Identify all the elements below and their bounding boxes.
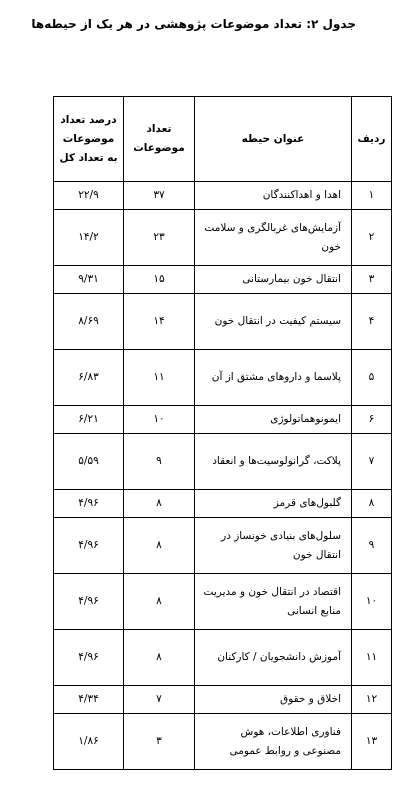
topic-percent-cell: ۴/۹۶ — [54, 574, 124, 630]
table-row — [54, 686, 392, 714]
table-row — [54, 490, 392, 518]
topic-percent-cell: ۶/۲۱ — [54, 406, 124, 434]
table-row — [54, 714, 392, 770]
topic-title-cell: اهدا و اهداکنندگان — [195, 182, 352, 210]
topic-title-cell: گلبول‌های قرمز — [195, 490, 352, 518]
row-number-cell: ۱۱ — [352, 630, 392, 686]
row-number-cell: ۶ — [352, 406, 392, 434]
row-number-cell: ۷ — [352, 434, 392, 490]
row-number-cell: ۲ — [352, 210, 392, 266]
topic-count-cell: ۸ — [124, 490, 195, 518]
topic-percent-cell: ۴/۹۶ — [54, 490, 124, 518]
topics-table — [53, 96, 392, 770]
table-row — [54, 350, 392, 406]
topic-count-cell: ۳ — [124, 714, 195, 770]
topic-percent-cell: ۴/۹۶ — [54, 630, 124, 686]
topic-count-cell: ۷ — [124, 686, 195, 714]
table-row — [54, 406, 392, 434]
topic-title-cell: پلاکت، گرانولوسیت‌ها و انعقاد — [195, 434, 352, 490]
table-row — [54, 210, 392, 266]
table-row — [54, 574, 392, 630]
topic-percent-cell: ۸/۶۹ — [54, 294, 124, 350]
header-title: عنوان حیطه — [195, 97, 352, 182]
topic-title-cell: سیستم کیفیت در انتقال خون — [195, 294, 352, 350]
topic-count-cell: ۸ — [124, 574, 195, 630]
topic-count-cell: ۱۱ — [124, 350, 195, 406]
row-number-cell: ۱۰ — [352, 574, 392, 630]
topic-title-cell: فناوری اطلاعات، هوش مصنوعی و روابط عمومی — [195, 714, 352, 770]
table-row — [54, 182, 392, 210]
topic-title-cell: ایمونوهماتولوژی — [195, 406, 352, 434]
topic-count-cell: ۳۷ — [124, 182, 195, 210]
header-row-number: ردیف — [352, 97, 392, 182]
topic-count-cell: ۱۰ — [124, 406, 195, 434]
row-number-cell: ۳ — [352, 266, 392, 294]
topic-title-cell: پلاسما و داروهای مشتق از آن — [195, 350, 352, 406]
topic-percent-cell: ۹/۳۱ — [54, 266, 124, 294]
row-number-cell: ۴ — [352, 294, 392, 350]
header-count: تعداد موضوعات — [124, 97, 195, 182]
row-number-cell: ۵ — [352, 350, 392, 406]
topic-title-cell: آموزش دانشجویان / کارکنان — [195, 630, 352, 686]
topic-title-cell: اخلاق و حقوق — [195, 686, 352, 714]
row-number-cell: ۱۲ — [352, 686, 392, 714]
topic-count-cell: ۱۴ — [124, 294, 195, 350]
topic-percent-cell: ۴/۳۴ — [54, 686, 124, 714]
row-number-cell: ۸ — [352, 490, 392, 518]
table-row — [54, 518, 392, 574]
topic-title-cell: اقتصاد در انتقال خون و مدیریت منابع انسانی — [195, 574, 352, 630]
topic-count-cell: ۸ — [124, 518, 195, 574]
topic-title-cell: سلول‌های بنیادی خونساز در انتقال خون — [195, 518, 352, 574]
topic-percent-cell: ۵/۵۹ — [54, 434, 124, 490]
header-percent: درصد تعداد موضوعات به تعداد کل — [54, 97, 124, 182]
row-number-cell: ۱۳ — [352, 714, 392, 770]
table-body — [54, 182, 392, 770]
table-caption: جدول ۲: تعداد موضوعات پژوهشی در هر یک از حیطه‌ها — [31, 17, 356, 31]
topic-count-cell: ۱۵ — [124, 266, 195, 294]
topic-percent-cell: ۱۴/۲ — [54, 210, 124, 266]
table-header-row — [54, 97, 392, 182]
topic-percent-cell: ۱/۸۶ — [54, 714, 124, 770]
topic-percent-cell: ۴/۹۶ — [54, 518, 124, 574]
topic-count-cell: ۲۳ — [124, 210, 195, 266]
topic-percent-cell: ۶/۸۳ — [54, 350, 124, 406]
table-row — [54, 630, 392, 686]
topic-count-cell: ۹ — [124, 434, 195, 490]
table-row — [54, 434, 392, 490]
row-number-cell: ۱ — [352, 182, 392, 210]
table-row — [54, 266, 392, 294]
topic-title-cell: انتقال خون بیمارستانی — [195, 266, 352, 294]
topic-count-cell: ۸ — [124, 630, 195, 686]
row-number-cell: ۹ — [352, 518, 392, 574]
topic-title-cell: آزمایش‌های غربالگری و سلامت خون — [195, 210, 352, 266]
topic-percent-cell: ۲۲/۹ — [54, 182, 124, 210]
table-row — [54, 294, 392, 350]
